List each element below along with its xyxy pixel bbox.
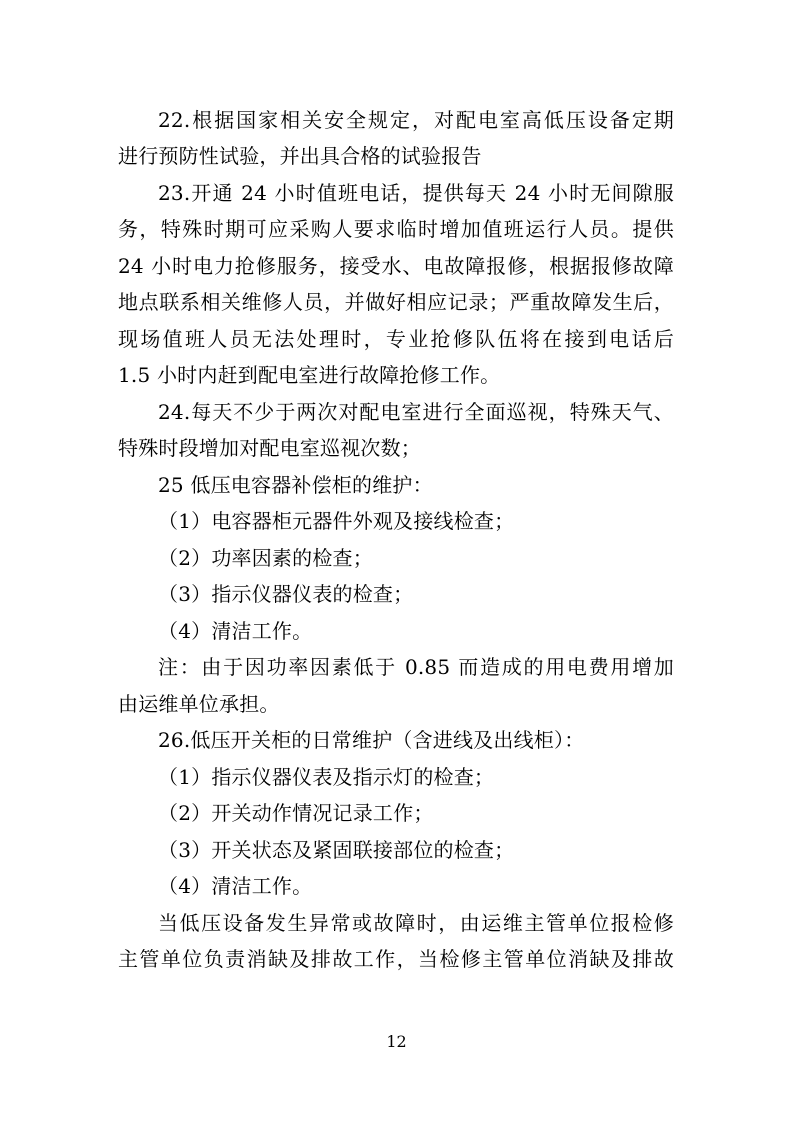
paragraph-24-line-2: 特殊时段增加对配电室巡视次数；	[118, 436, 421, 460]
section-25-heading: 25 低压电容器补偿柜的维护：	[158, 473, 433, 497]
section-26-heading: 26.低压开关柜的日常维护（含进线及出线柜）：	[158, 728, 585, 752]
paragraph-23-line-3: 24 小时电力抢修服务，接受水、电故障报修，根据报修故障	[118, 254, 674, 278]
section-25-item-3: （3）指示仪器仪表的检查；	[158, 582, 414, 606]
closing-paragraph-line-1: 当低压设备发生异常或故障时，由运维主管单位报检修	[158, 911, 674, 935]
section-25-item-4: （4）清洁工作。	[158, 619, 313, 643]
paragraph-23-line-1: 23.开通 24 小时值班电话，提供每天 24 小时无间隙服	[158, 181, 674, 205]
page-number: 12	[386, 1032, 407, 1051]
paragraph-22-line-1: 22.根据国家相关安全规定，对配电室高低压设备定期	[158, 108, 674, 132]
note-line-1: 注：由于因功率因素低于 0.85 而造成的用电费用增加	[158, 655, 674, 679]
section-25-item-2: （2）功率因素的检查；	[158, 546, 373, 570]
paragraph-24-line-1: 24.每天不少于两次对配电室进行全面巡视，特殊天气、	[158, 400, 674, 424]
paragraph-23-line-5: 现场值班人员无法处理时，专业抢修队伍将在接到电话后	[118, 327, 674, 351]
paragraph-22-line-2: 进行预防性试验，并出具合格的试验报告	[118, 144, 482, 168]
section-26-item-1: （1）指示仪器仪表及指示灯的检查；	[158, 765, 495, 789]
paragraph-23-line-2: 务，特殊时期可应采购人要求临时增加值班运行人员。提供	[118, 217, 674, 241]
section-26-item-2: （2）开关动作情况记录工作；	[158, 801, 434, 825]
note-line-2: 由运维单位承担。	[118, 692, 280, 716]
section-25-item-1: （1）电容器柜元器件外观及接线检查；	[158, 509, 515, 533]
paragraph-23-line-6: 1.5 小时内赶到配电室进行故障抢修工作。	[118, 363, 501, 387]
paragraph-23-line-4: 地点联系相关维修人员，并做好相应记录；严重故障发生后，	[118, 290, 674, 314]
section-26-item-4: （4）清洁工作。	[158, 874, 313, 898]
section-26-item-3: （3）开关状态及紧固联接部位的检查；	[158, 838, 515, 862]
closing-paragraph-line-2: 主管单位负责消缺及排故工作，当检修主管单位消缺及排故	[118, 947, 674, 971]
